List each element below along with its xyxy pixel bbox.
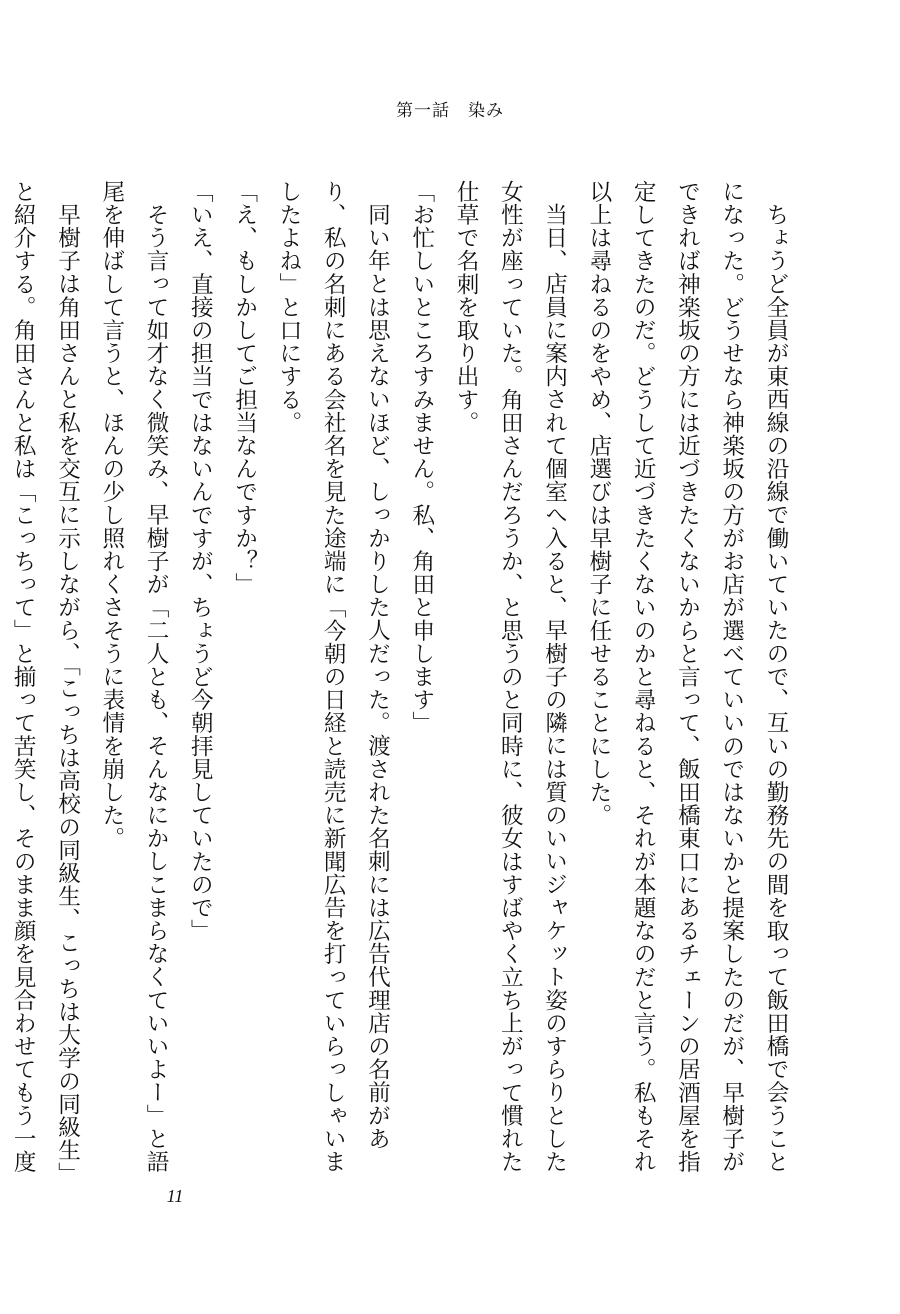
paragraph: 同い年とは思えないほど、しっかりした人だった。渡された名刺には広告代理店の名前があり、私の名刺にある会社名を見た途端に「今朝の日経と読売に新聞広告を打っていらっしゃいましたよね」と口にする。 (275, 180, 391, 1174)
page-number: 11 (166, 1186, 184, 1206)
main-text-block (10, 180, 798, 1180)
paragraph: 当日、店員に案内されて個室へ入ると、早樹子の隣には質のいいジャケット姿のすらりとした女性が座っていた。角田さんだろうか、と思うのと同時に、彼女はすばやく立ち上がって慣れた仕草で名刺を取り出す。 (453, 180, 568, 1174)
dialogue-line: 「お忙しいところすみません。私、角田と申します」 (408, 180, 435, 735)
chapter-header: 第一話 染み (396, 101, 504, 121)
paragraph: 早樹子は角田さんと私を交互に示しながら、「こっちは高校の同級生、こっちは大学の同級生」と紹介する。角田さんと私は「こっちって」と揃って苦笑し、そのまま顔を見合わせてもう一度 (10, 180, 81, 1174)
dialogue-line: 「え、もしかしてご担当なんですか？」 (231, 180, 258, 596)
paragraph: ちょうど全員が東西線の沿線で働いていたので、互いの勤務先の間を取って飯田橋で会うことになった。どうせなら神楽坂の方がお店が選べていいのではないかと提案したのだが、早樹子ができれば神楽坂の方には近づきたくないからと言って、飯田橋東口にあるチェーンの居酒屋を指定してきたのだ。どうして近づきたくないのかと尋ねると、それが本題なのだと言う。私もそれ以上は尋ねるのをやめ、店選びは早樹子に任せることにした。 (585, 180, 789, 1174)
dialogue-line: 「いえ、直接の担当ではないんですが、ちょうど今朝拝見していたので」 (187, 180, 214, 943)
paragraph: そう言って如才なく微笑み、早樹子が「二人とも、そんなにかしこまらなくていいよー」と語尾を伸ばして言うと、ほんの少し照れくさそうに表情を崩した。 (98, 180, 170, 1173)
